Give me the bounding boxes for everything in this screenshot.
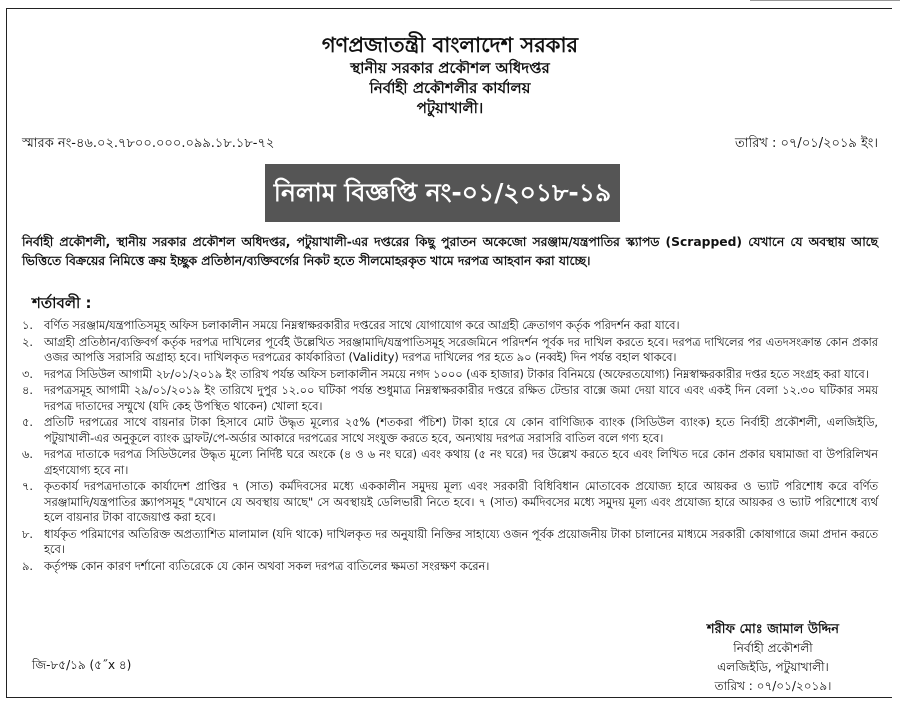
notice-title-banner: নিলাম বিজ্ঞপ্তি নং-০১/২০১৮-১৯ xyxy=(265,164,620,222)
reference-row xyxy=(22,134,878,154)
condition-text: প্রতিটি দরপত্রের সাথে বায়নার টাকা হিসাবে মোট উদ্ধৃত মূল্যের ২৫% (শতকরা পঁচিশ) টাকা হারে যে কোন বাণিজ্যিক ব্যাংক (সিডিউল ব্যাংক) হতে নির্বাহী প্রকৌশলী, এলজিইডি, পটুয়াখালী-এর অনুকূলে ব্যাংক ড্রাফট/পে-অর্ডার আকারে দরপত্রের সাথে সংযুক্ত করতে হবে, অন্যথায় দরপত্র সরাসরি বাতিল বলে গণ্য হবে। xyxy=(44,416,878,445)
condition-item xyxy=(22,367,878,383)
condition-item xyxy=(22,527,878,558)
condition-number: ৭. xyxy=(22,480,33,493)
signature-date: তারিখ : ০৭/০১/২০১৯। xyxy=(714,679,832,693)
condition-item xyxy=(22,559,878,575)
condition-text: দরপত্র দাতাকে দরপত্র সিডিউলের উদ্ধৃত মূল্যে নির্দিষ্ট ঘরে অংকে (৪ ও ৬ নং ঘরে) এবং কথায় (৫ নং ঘরে) দর উল্লেখ করতে হবে এবং লিখিত দরে কোন প্রকার ঘষামাজা বা উপরিলিখন গ্রহণযোগ্য হবে না। xyxy=(44,448,878,477)
condition-item xyxy=(22,479,878,526)
condition-item xyxy=(22,415,878,446)
memo-date: তারিখ : ০৭/০১/২০১৯ ইং। xyxy=(734,136,878,151)
top-rule xyxy=(750,0,900,4)
condition-text: দরপত্র সিডিউল আগামী ২৮/০১/২০১৯ ইং তারিখ পর্যন্ত অফিস চলাকালীন সময়ে নগদ ১০০০ (এক হাজার) টাকার বিনিময়ে (অফেরতযোগ্য) নিম্নস্বাক্ষরকারীর দপ্তর হতে সংগ্রহ করা যাবে। xyxy=(44,367,869,381)
signatory-office: এলজিইডি, পটুয়াখালী। xyxy=(717,660,829,674)
condition-number: ৩. xyxy=(22,367,33,381)
signatory-designation: নির্বাহী প্রকৌশলী xyxy=(733,641,813,655)
advertisement-code: জি-৮৫/১৯ (৫˝x ৪) xyxy=(32,658,132,672)
signatory-name: শরীফ মোঃ জামাল উদ্দিন xyxy=(706,622,840,637)
memo-number: স্মারক নং-৪৬.০২.৭৮০০.০০০.০৯৯.১৮.১৮-৭২ xyxy=(22,136,275,151)
condition-number: ৪. xyxy=(22,384,33,397)
condition-text: কৃতকার্য দরপত্রদাতাকে কার্যাদেশ প্রাপ্তির ৭ (সাত) কর্মদিবসের মধ্যে এককালীন সমুদয় মূল্য এবং সরকারী বিধিবিধান মোতাবেক প্রযোজ্য হারে আয়কর ও ভ্যাট পরিশোধ করে বর্ণিত সরঞ্জামাদি/যন্ত্রপাতির স্ক্র্যাপসমূহ "যেখানে যে অবস্থায় আছে" সে অবস্থায়ই ডেলিভারী নিতে হবে। ৭ (সাত) কর্মদিবসের মধ্যে সমুদয় মূল্য এবং প্রযোজ্য হারে আয়কর ও ভ্যাট পরিশোধে ব্যর্থ হলে বায়নার টাকা বাজেয়াপ্ত করা হবে। xyxy=(44,480,879,524)
signature-block xyxy=(668,620,878,696)
condition-number: ২. xyxy=(22,335,33,349)
conditions-list xyxy=(22,318,878,575)
condition-number: ৫. xyxy=(22,416,33,429)
condition-text: আগ্রহী প্রতিষ্ঠান/ব্যক্তিবর্গ কর্তৃক দরপত্র দাখিলের পূর্বেই উল্লেখিত সরঞ্জামাদি/যন্ত্রপাতিসমূহ সরেজমিনে পরিদর্শন পূর্বক দর দাখিল করতে হবে। দরপত্র দাখিলের পর এতদসংক্রান্ত কোন প্রকার ওজর আপত্তি সরাসরি অগ্রাহ্য হবে। দাখিলকৃত দরপত্রের কার্যকারিতা (Validity) দরপত্র দাখিলের পর হতে ৯০ (নব্বই) দিন পর্যন্ত বহাল থাকবে। xyxy=(44,335,878,364)
condition-number: ৯. xyxy=(22,559,33,573)
condition-text: ধার্যকৃত পরিমাণের অতিরিক্ত অপ্রত্যাশিত মালামাল (যদি থাকে) দাখিলকৃত দর অনুযায়ী নিক্তির সাহায্যে ওজন পূর্বক প্রয়োজনীয় টাকা চালানের মাধ্যমে সরকারী কোষাগারে জমা প্রদান করতে হবে। xyxy=(44,527,878,556)
govt-name: গণপ্রজাতন্ত্রী বাংলাদেশ সরকার xyxy=(321,33,579,57)
notice-intro: নির্বাহী প্রকৌশলী, স্থানীয় সরকার প্রকৌশল অধিদপ্তর, পটুয়াখালী-এর দপ্তরের কিছু পুরাতন অকেজো সরঞ্জাম/যন্ত্রপাতির স্ক্যাপড (Scrapped) যেখানে যে অবস্থায় আছে ভিত্তিতে বিক্রয়ের নিমিত্তে ক্রয় ইচ্ছুক প্রতিষ্ঠান/ব্যক্তিবর্গের নিকট হতে সীলমোহরকৃত খামে দরপত্র আহবান করা যাচ্ছে। xyxy=(22,235,878,268)
conditions-heading: শর্তাবলী : xyxy=(32,294,92,312)
letterhead xyxy=(0,32,900,118)
condition-item xyxy=(22,335,878,366)
condition-item xyxy=(22,447,878,478)
department-name: স্থানীয় সরকার প্রকৌশল অধিদপ্তর xyxy=(350,59,550,77)
condition-number: ৬. xyxy=(22,448,33,461)
condition-text: বর্ণিত সরঞ্জাম/যন্ত্রপাতিসমূহ অফিস চলাকালীন সময়ে নিম্নস্বাক্ষরকারীর দপ্তরের সাথে যোগাযোগ করে আগ্রহী ক্রেতাগণ কর্তৃক পরিদর্শন করা যাবে। xyxy=(44,319,680,332)
condition-number: ১. xyxy=(22,319,33,332)
condition-text: কর্তৃপক্ষ কোন কারণ দর্শানো ব্যতিরেকে যে কোন অথবা সকল দরপত্র বাতিলের ক্ষমতা সংরক্ষণ করেন। xyxy=(44,559,490,573)
condition-item xyxy=(22,383,878,414)
condition-text: দরপত্রসমূহ আগামী ২৯/০১/২০১৯ ইং তারিখে দুপুর ১২.০০ ঘটিকা পর্যন্ত শুধুমাত্র নিম্নস্বাক্ষরকারীর দপ্তরে রক্ষিত টেন্ডার বাক্সে জমা দেয়া যাবে এবং একই দিন বেলা ১২.৩০ ঘটিকার সময় দরপত্র দাতাদের সম্মুখে (যদি কেহ উপস্থিত থাকেন) খোলা হবে। xyxy=(44,384,878,413)
condition-number: ৮. xyxy=(22,527,33,541)
office-location: পটুয়াখালী। xyxy=(416,99,484,117)
office-name: নির্বাহী প্রকৌশলীর কার্যালয় xyxy=(369,79,531,97)
condition-item xyxy=(22,318,878,334)
